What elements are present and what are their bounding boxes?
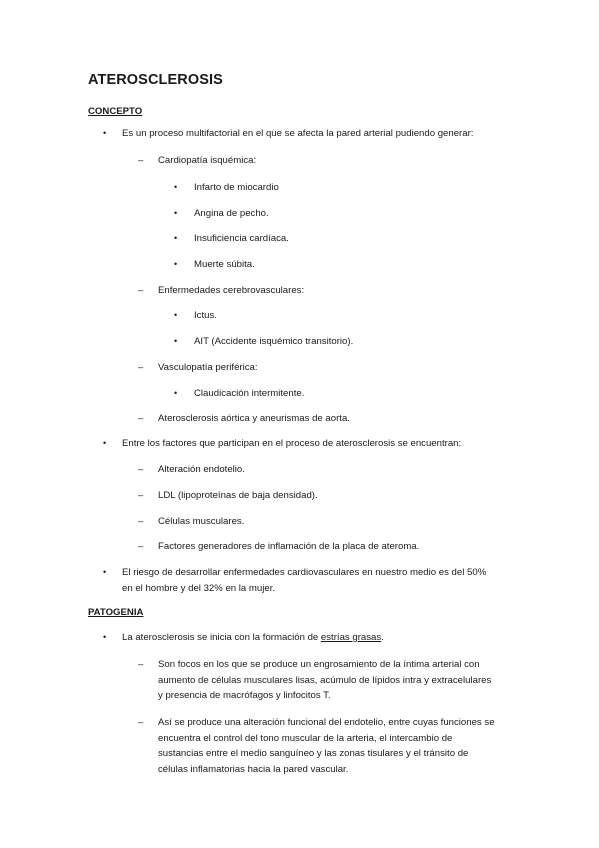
dash-symbol: – — [138, 659, 144, 670]
estrias-grasas-term: estrías grasas — [320, 632, 382, 643]
dash-symbol: – — [138, 516, 144, 527]
dash-symbol: – — [138, 413, 144, 424]
bullet-symbol: • — [103, 438, 107, 448]
alteracion-line: Así se produce una alteración funcional del endotelio, entre cuyas funciones se — [158, 717, 495, 728]
dash-symbol: – — [138, 362, 144, 373]
list-item: Claudicación intermitente. — [194, 388, 305, 399]
vasculo-label: Vasculopatía periférica: — [158, 362, 258, 373]
list-item: Infarto de miocardio — [194, 182, 279, 193]
intro-period: . — [381, 632, 384, 643]
dash-symbol: – — [138, 285, 144, 296]
document-title: ATEROSCLEROSIS — [88, 72, 223, 88]
factores-intro: Entre los factores que participan en el proceso de aterosclerosis se encuentran: — [122, 438, 462, 449]
riesgo-paragraph — [122, 565, 486, 596]
list-item: Factores generadores de inflamación de la placa de ateroma. — [158, 541, 420, 552]
dash-symbol: – — [138, 155, 144, 166]
bullet-symbol: • — [174, 336, 178, 346]
bullet-symbol: • — [174, 233, 178, 243]
cardiopatia-label: Cardiopatía isquémica: — [158, 155, 257, 166]
patogenia-intro — [122, 632, 384, 644]
bullet-symbol: • — [174, 259, 178, 269]
section-heading-concepto: CONCEPTO — [88, 106, 143, 117]
dash-symbol: – — [138, 541, 144, 552]
list-item: LDL (lipoproteínas de baja densidad). — [158, 490, 318, 501]
bullet-symbol: • — [103, 632, 107, 642]
dash-symbol: – — [138, 717, 144, 728]
list-item: Células musculares. — [158, 516, 245, 527]
dash-symbol: – — [138, 464, 144, 475]
bullet-symbol: • — [174, 388, 178, 398]
riesgo-line: El riesgo de desarrollar enfermedades cardiovasculares en nuestro medio es del 50% — [122, 567, 487, 578]
focos-line: aumento de células musculares lisas, acúmulo de lípidos intra y extracelulares — [158, 674, 492, 686]
dash-symbol: – — [138, 490, 144, 501]
list-item: AIT (Accidente isquémico transitorio). — [194, 336, 354, 347]
bullet-symbol: • — [103, 128, 107, 138]
section-heading-patogenia: PATOGENIA — [88, 607, 144, 618]
list-item: Alteración endotelio. — [158, 464, 245, 475]
list-item: Ictus. — [194, 310, 217, 321]
alteracion-line: encuentra el control del tono muscular de la arteria, el intercambio de — [158, 732, 453, 744]
concepto-intro: Es un proceso multifactorial en el que se afecta la pared arterial pudiendo generar: — [122, 128, 474, 139]
list-item: Angina de pecho. — [194, 208, 269, 219]
list-item: Insuficiencia cardíaca. — [194, 233, 289, 244]
intro-text: La aterosclerosis se inicia con la formación de — [122, 632, 321, 643]
bullet-symbol: • — [174, 182, 178, 192]
focos-line: y presencia de macrófagos y linfocitos T. — [158, 690, 331, 701]
alteracion-paragraph — [158, 715, 495, 777]
alteracion-line: sustancias entre el medio sanguíneo y las zonas tisulares y el tránsito de — [158, 748, 469, 759]
bullet-symbol: • — [174, 310, 178, 320]
alteracion-line: células inflamatorias hacia la pared vascular. — [158, 763, 349, 775]
list-item: Muerte súbita. — [194, 259, 255, 270]
aorta-item: Aterosclerosis aórtica y aneurismas de aorta. — [158, 413, 350, 424]
bullet-symbol: • — [174, 208, 178, 218]
riesgo-line: en el hombre y del 32% en la mujer. — [122, 582, 276, 594]
cerebro-label: Enfermedades cerebrovasculares: — [158, 285, 305, 296]
focos-paragraph — [158, 657, 491, 704]
focos-line: Son focos en los que se produce un engrosamiento de la íntima arterial con — [158, 659, 480, 670]
bullet-symbol: • — [103, 567, 107, 577]
